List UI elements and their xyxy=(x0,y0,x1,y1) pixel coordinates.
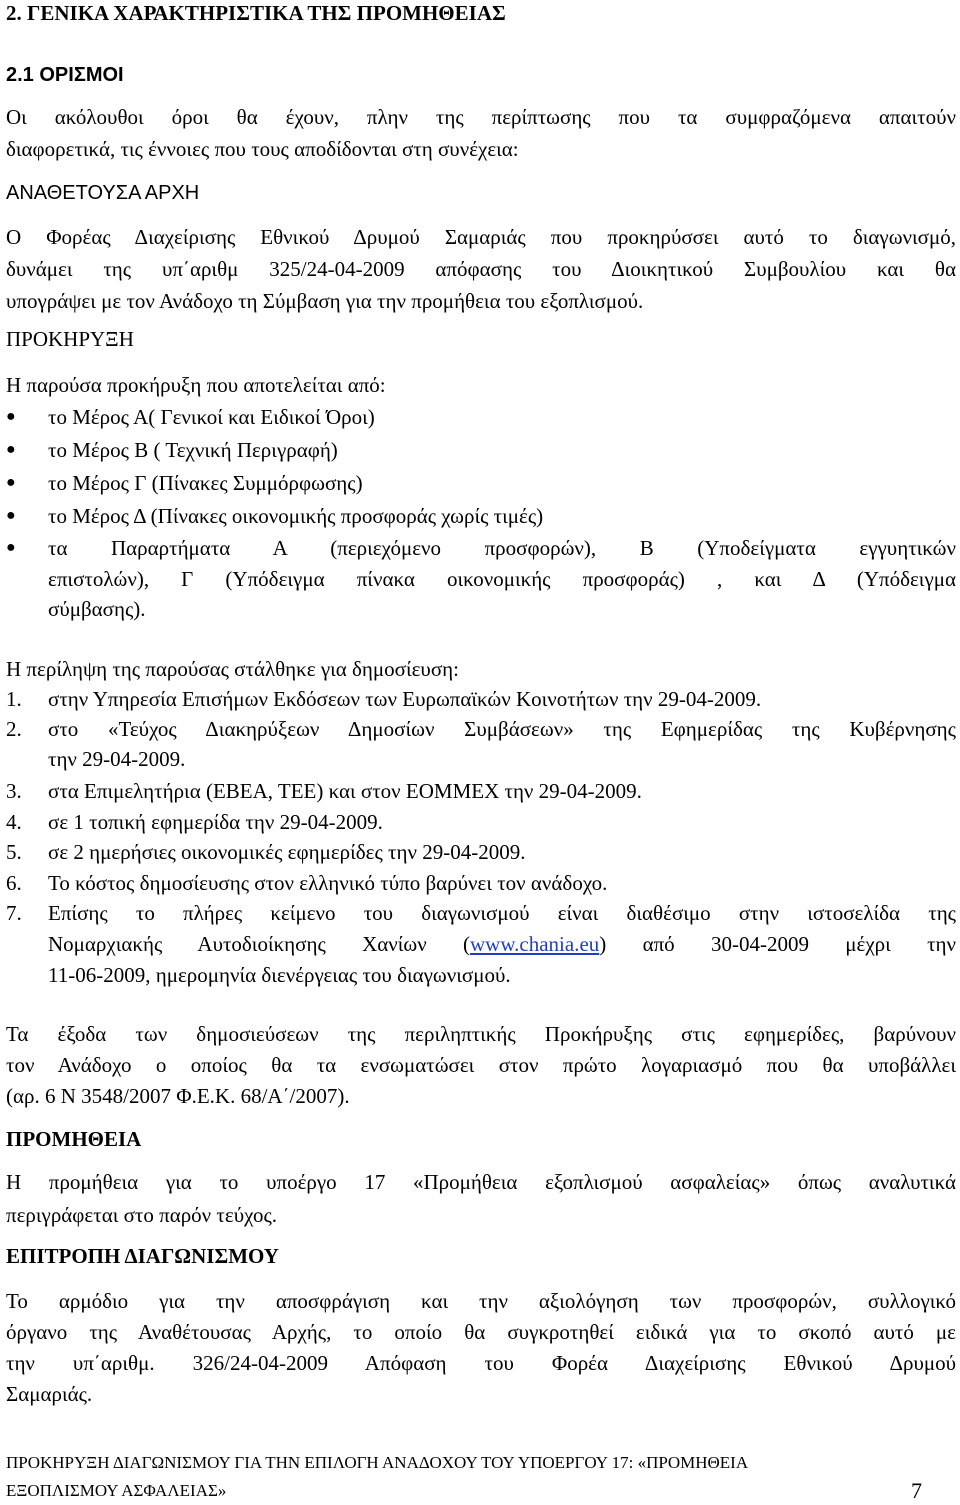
list-item: στο «Τεύχος Διακηρύξεων Δημοσίων Συμβάσεων» της Εφημερίδας της Κυβέρνησης xyxy=(48,717,956,741)
bullet-item: το Μέρος Α( Γενικοί και Ειδικοί Όροι) xyxy=(48,405,375,429)
intro-line: Οι ακόλουθοι όροι θα έχουν, πλην της περίπτωσης που τα συμφραζόμενα απαιτούν xyxy=(6,105,956,129)
list-item-cont xyxy=(48,931,956,957)
section-subtitle: 2.1 ΟΡΙΣΜΟΙ xyxy=(6,64,124,86)
list-number: 6. xyxy=(6,871,22,895)
heading-promitheia: ΠΡΟΜΗΘΕΙΑ xyxy=(6,1127,142,1151)
list-item: σε 2 ημερήσιες οικονομικές εφημερίδες την 29-04-2009. xyxy=(48,840,526,864)
list-item-text: ) από 30-04-2009 μέχρι την xyxy=(599,932,957,956)
bullet-icon: ● xyxy=(6,441,16,458)
epitropi-line: την υπ΄αριθμ. 326/24-04-2009 Απόφαση του Φορέα Διαχείρισης Εθνικού Δρυμού xyxy=(6,1351,956,1375)
expenses-line: τον Ανάδοχο ο οποίος θα τα ενσωματώσει στον πρώτο λογαριασμό που θα υποβάλλει xyxy=(6,1053,956,1077)
anatheousa-line: Ο Φορέας Διαχείρισης Εθνικού Δρυμού Σαμαριάς που προκηρύσσει αυτό το διαγωνισμό, xyxy=(6,225,956,249)
bullet-item: τα Παραρτήματα Α (περιεχόμενο προσφορών), Β (Υποδείγματα εγγυητικών xyxy=(48,536,956,560)
list-item: Το κόστος δημοσίευσης στον ελληνικό τύπο βαρύνει τον ανάδοχο. xyxy=(48,871,608,895)
anatheousa-line: δυνάμει της υπ΄αριθμ 325/24-04-2009 απόφασης του Διοικητικού Συμβουλίου και θα xyxy=(6,257,956,281)
list-number: 2. xyxy=(6,717,22,741)
bullet-item: το Μέρος Β ( Τεχνική Περιγραφή) xyxy=(48,438,338,462)
page-number: 7 xyxy=(911,1478,922,1503)
bullet-item-cont: σύμβασης). xyxy=(48,597,146,621)
bullet-item-cont: επιστολών), Γ (Υπόδειγμα πίνακα οικονομικής προσφοράς) , και Δ (Υπόδειγμα xyxy=(48,567,956,591)
bullet-icon: ● xyxy=(6,408,16,425)
bullet-item: το Μέρος Δ (Πίνακες οικονομικής προσφοράς χωρίς τιμές) xyxy=(48,504,544,528)
list-number: 7. xyxy=(6,901,22,925)
section-title: 2. ΓΕΝΙΚΑ ΧΑΡΑΚΤΗΡΙΣΤΙΚΑ ΤΗΣ ΠΡΟΜΗΘΕΙΑΣ xyxy=(6,1,506,25)
expenses-line: Τα έξοδα των δημοσιεύσεων της περιληπτικής Προκήρυξης στις εφημερίδες, βαρύνουν xyxy=(6,1022,956,1046)
list-item: στα Επιμελητήρια (ΕΒΕΑ, ΤΕΕ) και στον ΕΟΜΜΕΧ την 29-04-2009. xyxy=(48,779,642,803)
list-number: 5. xyxy=(6,840,22,864)
publication-intro: Η περίληψη της παρούσας στάλθηκε για δημοσίευση: xyxy=(6,657,459,681)
epitropi-line: Το αρμόδιο για την αποσφράγιση και την αξιολόγηση των προσφορών, συλλογικό xyxy=(6,1289,956,1313)
list-number: 1. xyxy=(6,687,22,711)
bullet-item: το Μέρος Γ (Πίνακες Συμμόρφωσης) xyxy=(48,471,363,495)
promitheia-line: περιγράφεται στο παρόν τεύχος. xyxy=(6,1203,278,1227)
list-item: Επίσης το πλήρες κείμενο του διαγωνισμού είναι διαθέσιμο στην ιστοσελίδα της xyxy=(48,901,956,925)
intro-line: διαφορετικά, τις έννοιες που τους αποδίδονται στη συνέχεια: xyxy=(6,137,519,161)
bullet-icon: ● xyxy=(6,507,16,524)
list-number: 4. xyxy=(6,810,22,834)
list-item-text: Νομαρχιακής Αυτοδιοίκησης Χανίων ( xyxy=(48,932,471,956)
list-item: στην Υπηρεσία Επισήμων Εκδόσεων των Ευρωπαϊκών Κοινοτήτων την 29-04-2009. xyxy=(48,687,762,711)
anatheousa-line: υπογράψει με τον Ανάδοχο τη Σύμβαση για την προμήθεια του εξοπλισμού. xyxy=(6,289,644,313)
epitropi-line: όργανο της Αναθέτουσας Αρχής, το οποίο θα συγκροτηθεί ειδικά για το σκοπό αυτό με xyxy=(6,1320,956,1344)
footer-line: ΠΡΟΚΗΡΥΞΗ ΔΙΑΓΩΝΙΣΜΟΥ ΓΙΑ ΤΗΝ ΕΠΙΛΟΓΗ ΑΝΑΔΟΧΟΥ ΤΟΥ ΥΠΟΕΡΓΟΥ 17: «ΠΡΟΜΗΘΕΙΑ xyxy=(6,1453,749,1472)
promitheia-line: Η προμήθεια για το υποέργο 17 «Προμήθεια εξοπλισμού ασφαλείας» όπως αναλυτικά xyxy=(6,1170,956,1194)
footer-line: ΕΞΟΠΛΙΣΜΟΥ ΑΣΦΑΛΕΙΑΣ» xyxy=(6,1481,227,1500)
heading-epitropi: ΕΠΙΤΡΟΠΗ ΔΙΑΓΩΝΙΣΜΟΥ xyxy=(6,1244,279,1268)
epitropi-line: Σαμαριάς. xyxy=(6,1382,93,1406)
chania-link[interactable]: www.chania.eu xyxy=(470,932,600,956)
expenses-line: (αρ. 6 Ν 3548/2007 Φ.Ε.Κ. 68/Α΄/2007). xyxy=(6,1084,350,1108)
bullet-icon: ● xyxy=(6,474,16,491)
list-number: 3. xyxy=(6,779,22,803)
list-item: σε 1 τοπική εφημερίδα την 29-04-2009. xyxy=(48,810,383,834)
heading-prokiryxi: ΠΡΟΚΗΡΥΞΗ xyxy=(6,327,134,351)
list-item-cont: 11-06-2009, ημερομηνία διενέργειας του διαγωνισμού. xyxy=(48,963,511,987)
prokiryxi-intro: Η παρούσα προκήρυξη που αποτελείται από: xyxy=(6,373,386,397)
bullet-icon: ● xyxy=(6,539,16,556)
heading-anatheousa-archi: ΑΝΑΘΕΤΟΥΣΑ ΑΡΧΗ xyxy=(6,182,200,204)
list-item-cont: την 29-04-2009. xyxy=(48,747,186,771)
